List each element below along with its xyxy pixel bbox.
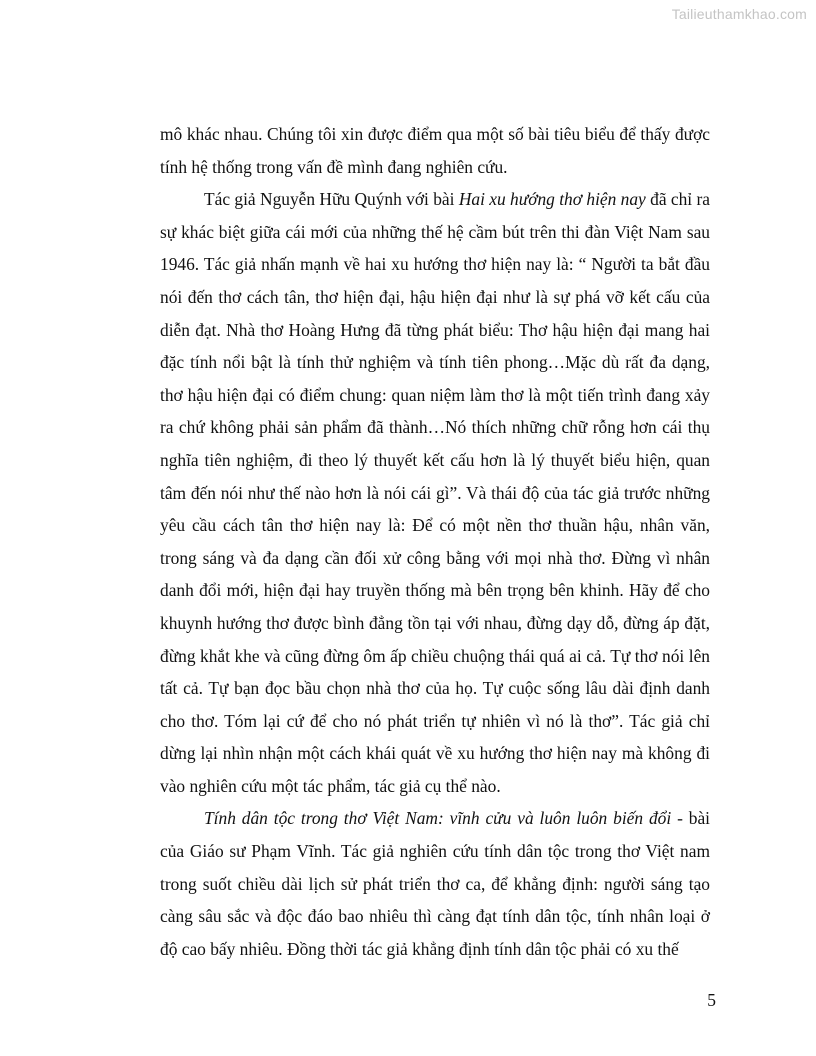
- document-body: [160, 118, 710, 965]
- paragraph-2-text-before: Tác giả Nguyễn Hữu Quýnh với bài: [204, 189, 459, 210]
- paragraph-3: [160, 802, 710, 965]
- watermark: Tailieuthamkhao.com: [671, 6, 807, 22]
- paragraph-2: [160, 183, 710, 802]
- paragraph-2-title-italic: Hai xu hướng thơ hiện nay: [458, 189, 646, 210]
- paragraph-1: mô khác nhau. Chúng tôi xin được điểm qua một số bài tiêu biểu để thấy được tính hệ thống trong vấn đề mình đang nghiên cứu.: [160, 124, 710, 177]
- paragraph-3-text-after: - bài của Giáo sư Phạm Vĩnh. Tác giả nghiên cứu tính dân tộc trong thơ Việt nam trong suốt chiều dài lịch sử phát triển thơ ca, để khẳng định: người sáng tạo càng sâu sắc và độc đáo bao nhiêu thì càng đạt tính dân tộc, tính nhân loại ở độ cao bấy nhiêu. Đồng thời tác giả khẳng định tính dân tộc phải có xu thế: [160, 808, 710, 959]
- paragraph-3-title-italic: Tính dân tộc trong thơ Việt Nam: vĩnh cửu và luôn luôn biến đổi: [204, 808, 672, 829]
- page-number: 5: [707, 990, 716, 1010]
- paragraph-2-text-after: đã chỉ ra sự khác biệt giữa cái mới của những thế hệ cầm bút trên thi đàn Việt Nam sau 1946. Tác giả nhấn mạnh về hai xu hướng thơ hiện nay là: “ Người ta bắt đầu nói đến thơ cách tân, thơ hiện đại, hậu hiện đại như là sự phá vỡ kết cấu của diễn đạt. Nhà thơ Hoàng Hưng đã từng phát biểu: Thơ hậu hiện đại mang hai đặc tính nổi bật là tính thử nghiệm và tính tiên phong…Mặc dù rất đa dạng, thơ hậu hiện đại có điểm chung: quan niệm làm thơ là một tiến trình đang xảy ra chứ không phải sản phẩm đã thành…Nó thích những chữ rỗng hơn cái thụ nghĩa tiên nghiệm, đi theo lý thuyết kết cấu hơn là lý thuyết biểu hiện, quan tâm đến nói như thế nào hơn là nói cái gì”. Và thái độ của tác giả trước những yêu cầu cách tân thơ hiện nay là: Để có một nền thơ thuần hậu, nhân văn, trong sáng và đa dạng cần đối xử công bằng với mọi nhà thơ. Đừng vì nhân danh đổi mới, hiện đại hay truyền thống mà bên trọng bên khinh. Hãy để cho khuynh hướng thơ được bình đẳng tồn tại với nhau, đừng dạy dỗ, đừng áp đặt, đừng khắt khe và cũng đừng ôm ấp chiều chuộng thái quá ai cả. Tự thơ nói lên tất cả. Tự bạn đọc bầu chọn nhà thơ của họ. Tự cuộc sống lâu dài định danh cho thơ. Tóm lại cứ để cho nó phát triển tự nhiên vì nó là thơ”. Tác giả chỉ dừng lại nhìn nhận một cách khái quát về xu hướng thơ hiện nay mà không đi vào nghiên cứu một tác phẩm, tác giả cụ thể nào.: [160, 189, 711, 796]
